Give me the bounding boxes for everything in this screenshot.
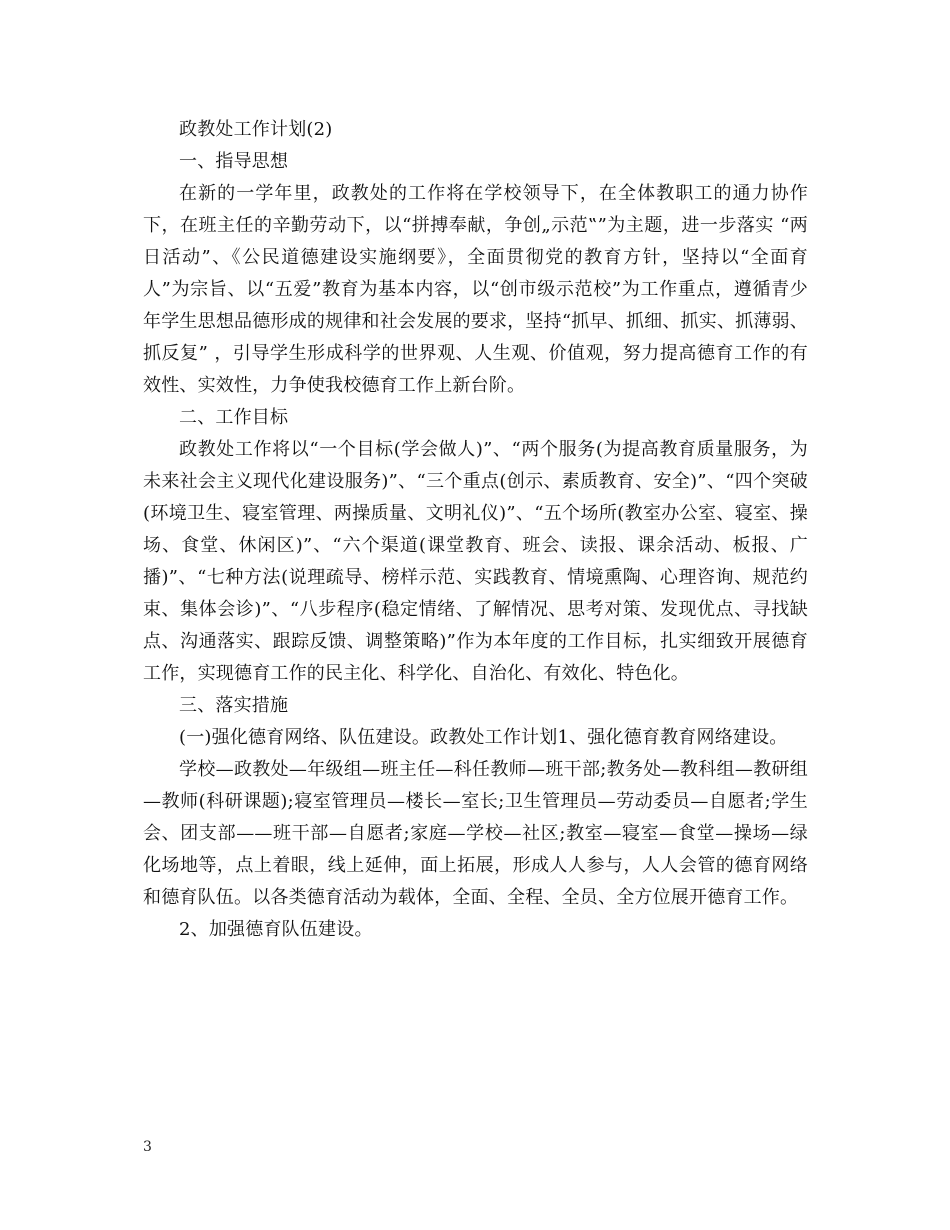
- section-heading-implementation-measures: 三、落实措施: [179, 695, 289, 716]
- body-paragraph: 在新的一学年里，政教处的工作将在学校领导下，在全体教职工的通力协作下，在班主任的辛勤劳动下，以“拼搏奉献，争创„示范‟”为主题，进一步落实 “两日活动”、《公民道德建设实施纲要》，全面贯彻党的教育方针，坚持以“全面育人”为宗旨、以“五爱”教育为基本内容，以“创市级示范校”为工作重点，遵循青少年学生思想品德形成的规律和社会发展的要求，坚持“抓早、抓细、抓实、抓薄弱、抓反复” ，引导学生形成科学的世界观、人生观、价值观，努力提高德育工作的有效性、实效性，力争使我校德育工作上新台阶。: [143, 183, 808, 396]
- body-paragraph: 学校—政教处—年级组—班主任—科任教师—班干部;教务处—教科组—教研组—教师(科研课题);寝室管理员—楼长—室长;卫生管理员—劳动委员—自愿者;学生会、团支部——班干部—自愿者;家庭—学校—社区;教室—寝室—食堂—操场—绿化场地等，点上着眼，线上延伸，面上拓展，形成人人参与，人人会管的德育网络和德育队伍。以各类德育活动为载体，全面、全程、全员、全方位展开德育工作。: [143, 759, 808, 908]
- body-paragraph: 2、加强德育队伍建设。: [179, 919, 373, 940]
- page-number: 3: [143, 1139, 152, 1155]
- document-body: [143, 114, 808, 946]
- section-heading-work-goals: 二、工作目标: [179, 407, 289, 428]
- body-paragraph: (一)强化德育网络、队伍建设。政教处工作计划1、强化德育教育网络建设。: [179, 727, 788, 748]
- body-paragraph: 政教处工作将以“一个目标(学会做人)”、“两个服务(为提高教育质量服务，为未来社会主义现代化建设服务)”、“三个重点(创示、素质教育、安全)”、“四个突破(环境卫生、寝室管理、两操质量、文明礼仪)”、“五个场所(教室办公室、寝室、操场、食堂、休闲区)”、“六个渠道(课堂教育、班会、读报、课余活动、板报、广播)”、“七种方法(说理疏导、榜样示范、实践教育、情境熏陶、心理咨询、规范约束、集体会诊)”、“八步程序(稳定情绪、了解情况、思考对策、发现优点、寻找缺点、沟通落实、跟踪反馈、调整策略)”作为本年度的工作目标，扎实细致开展德育工作，实现德育工作的民主化、科学化、自治化、有效化、特色化。: [143, 439, 808, 684]
- document-title: 政教处工作计划(2): [179, 119, 333, 140]
- section-heading-guiding-ideology: 一、指导思想: [179, 151, 289, 172]
